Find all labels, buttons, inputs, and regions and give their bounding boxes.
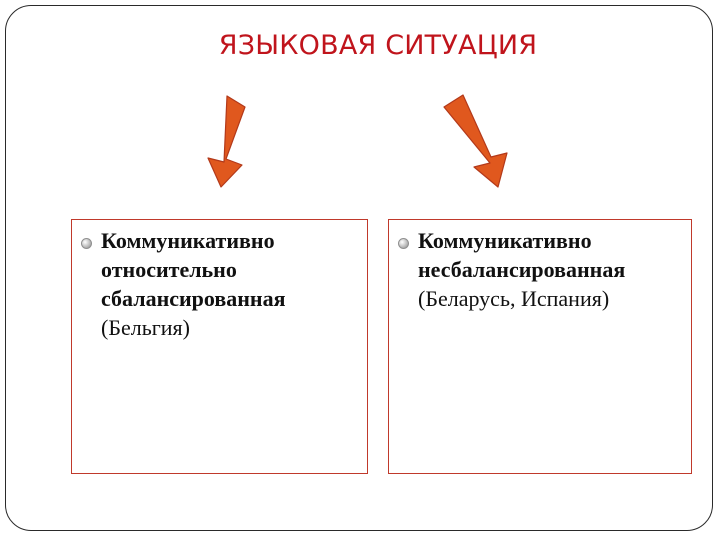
left-item-text: [81, 226, 361, 342]
right-item-text: [398, 226, 685, 313]
left-bullet-item: [81, 226, 361, 342]
bullet-icon: [398, 238, 409, 249]
left-bold-line: относительно: [101, 257, 237, 282]
left-situation-box: [71, 219, 368, 474]
left-country-line: (Бельгия): [101, 315, 190, 340]
left-bold-line: сбалансированная: [101, 286, 286, 311]
right-country-line: (Беларусь, Испания): [418, 286, 610, 311]
left-bold-line: Коммуникативно: [101, 228, 275, 253]
right-bold-line: несбалансированная: [418, 257, 626, 282]
right-bullet-item: [398, 226, 685, 313]
right-bold-line: Коммуникативно: [418, 228, 592, 253]
bullet-icon: [81, 238, 92, 249]
slide-title: ЯЗЫКОВАЯ СИТУАЦИЯ: [218, 30, 538, 61]
right-situation-box: [388, 219, 692, 474]
